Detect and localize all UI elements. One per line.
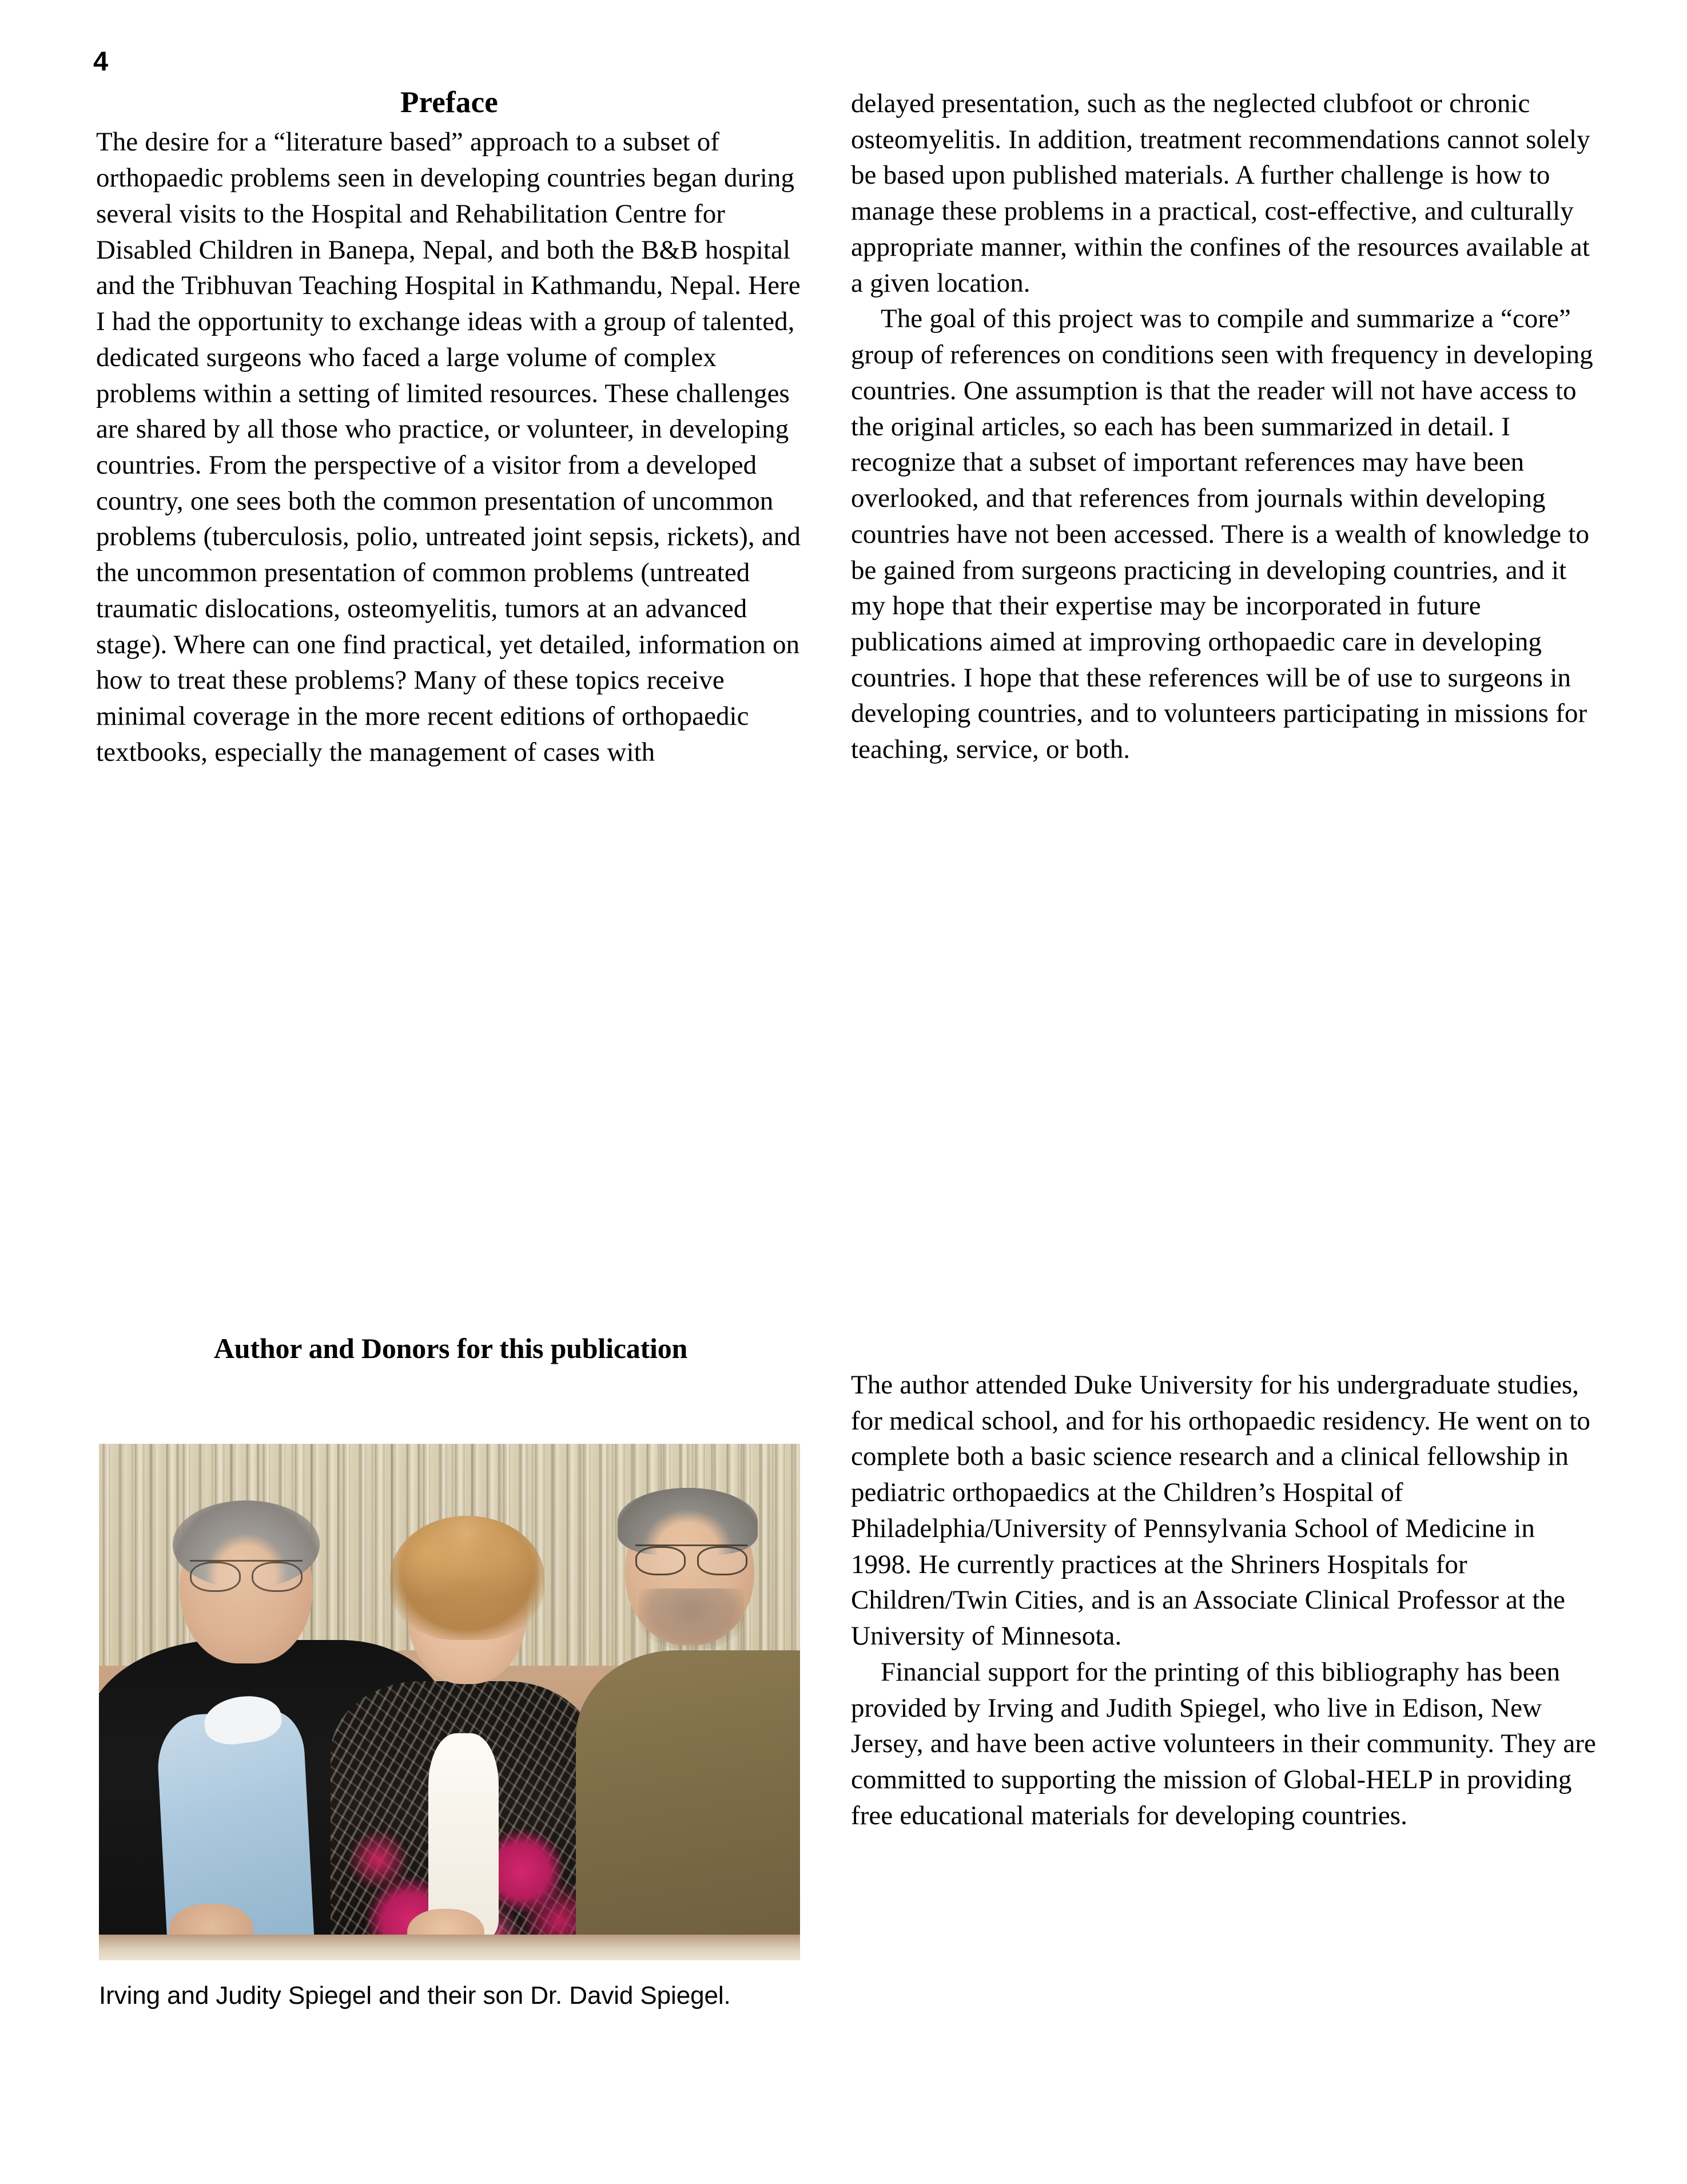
donors-right-column	[851, 1367, 1600, 1834]
donor-photograph	[99, 1444, 800, 1960]
preface-left-column	[96, 86, 802, 771]
photo-person-left-glasses	[190, 1560, 302, 1589]
photo-person-right-glasses	[635, 1544, 747, 1572]
donors-body-paragraph-1: The author attended Duke University for his undergraduate studies, for medical school, and for his orthopaedic residency. He went on to complete both a basic science research and a clinical fellowship in pediatric orthopaedics at the Children’s Hospital of Philadelphia/University of Pennsylvania School of Medicine in 1998. He currently practices at the Shriners Hospitals for Children/Twin Cities, and is an Associate Clinical Professor at the University of Minnesota.	[851, 1370, 1590, 1651]
photo-person-right-beard	[639, 1589, 744, 1650]
photo-floor	[99, 1935, 800, 1960]
preface-body-right-paragraph-2: The goal of this project was to compile and summarize a “core” group of references on conditions seen with frequency in developing countries. One assumption is that the reader will not have access to the original articles, so each has been summarized in detail. I recognize that a subset of important references may have been overlooked, and that references from journals within developing countries have not been accessed. There is a wealth of knowledge to be gained from surgeons practicing in developing countries, and it my hope that their expertise may be incorporated in future publications aimed at improving orthopaedic care in developing countries. I hope that these references will be of use to surgeons in developing countries, and to volunteers participating in missions for teaching, service, or both.	[851, 304, 1593, 765]
preface-body-right-paragraph-1: delayed presentation, such as the neglected clubfoot or chronic osteomyelitis. In addition, treatment recommendations cannot solely be based upon published materials. A further challenge is how to manage these problems in a practical, cost-effective, and culturally appropriate manner, within the confines of the resources available at a given location.	[851, 89, 1590, 298]
donors-body-paragraph-2: Financial support for the printing of this bibliography has been provided by Irving and Judith Spiegel, who live in Edison, New Jersey, and have been active volunteers in their community. They are committed to supporting the mission of Global-HELP in providing free educational materials for developing countries.	[851, 1657, 1596, 1830]
preface-right-column	[851, 86, 1594, 768]
page-title: Preface	[400, 86, 499, 119]
page-number: 4	[93, 46, 108, 76]
photo-caption: Irving and Judity Spiegel and their son Dr. David Spiegel.	[99, 1982, 731, 2010]
preface-body-left: The desire for a “literature based” approach to a subset of orthopaedic problems seen in developing countries began during several visits to the Hospital and Rehabilitation Centre for Disabled Children in Banepa, Nepal, and both the B&B hospital and the Tribhuvan Teaching Hospital in Kathmandu, Nepal. Here I had the opportunity to exchange ideas with a group of talented, dedicated surgeons who faced a large volume of complex problems within a setting of limited resources. These challenges are shared by all those who practice, or volunteer, in developing countries. From the perspective of a visitor from a developed country, one sees both the common presentation of uncommon problems (tuberculosis, polio, untreated joint sepsis, rickets), and the uncommon presentation of common problems (untreated traumatic dislocations, osteomyelitis, tumors at an advanced stage). Where can one find practical, yet detailed, information on how to treat these problems? Many of these topics receive minimal coverage in the more recent editions of orthopaedic textbooks, especially the management of cases with	[96, 127, 801, 767]
donors-section-title: Author and Donors for this publication	[213, 1332, 688, 1364]
photo-person-right-body	[576, 1650, 800, 1960]
photo-canvas	[99, 1444, 800, 1960]
donors-left-column	[96, 1333, 805, 1364]
photo-person-center-hair	[390, 1516, 544, 1640]
